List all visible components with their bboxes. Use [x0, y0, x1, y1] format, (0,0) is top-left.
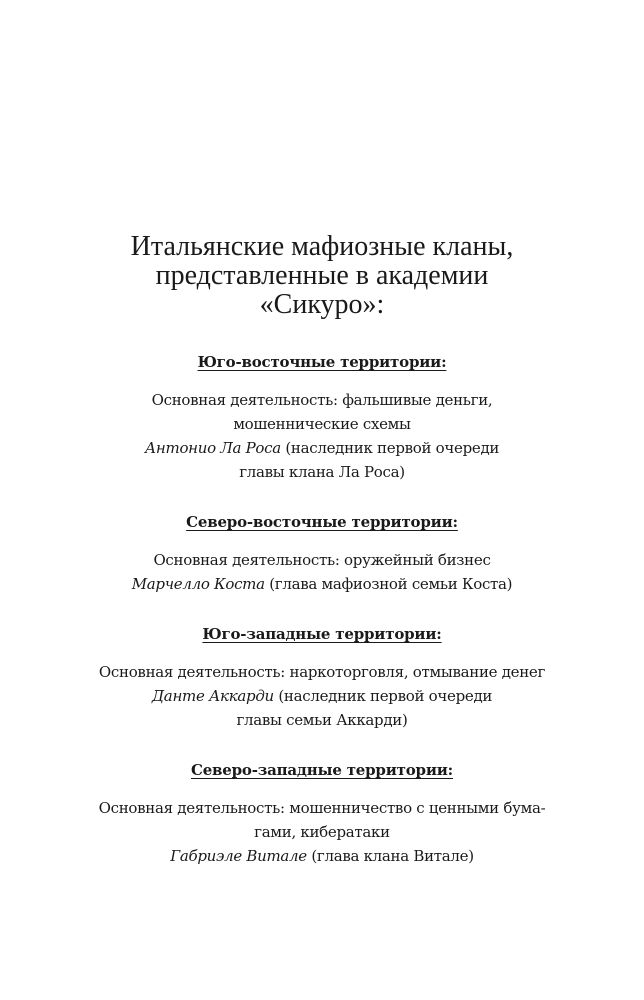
- section-heading: Юго-западные территории:: [202, 625, 442, 643]
- section-south-west: [0, 624, 644, 732]
- person-line: [0, 684, 644, 708]
- title-line: представленные в академии: [155, 260, 489, 291]
- section-heading: Северо-восточные территории:: [186, 513, 458, 531]
- person-note: (глава клана Витале): [311, 847, 474, 865]
- section-body: [0, 548, 644, 596]
- person-line: [0, 572, 644, 596]
- person-name: Габриэле Витале: [170, 847, 307, 865]
- person-note-line: главы клана Ла Роса): [239, 463, 405, 481]
- person-line: [0, 844, 644, 868]
- activity-line: Основная деятельность: мошенничество с ценными бума-: [98, 799, 546, 817]
- section-north-west: [0, 760, 644, 868]
- title-line: Итальянские мафиозные кланы,: [130, 231, 514, 262]
- person-name: Данте Аккарди: [151, 687, 274, 705]
- section-heading: Северо-западные территории:: [190, 761, 454, 779]
- activity-line: Основная деятельность: оружейный бизнес: [153, 551, 491, 569]
- activity-line: мошеннические схемы: [233, 415, 411, 433]
- activity-line: Основная деятельность: фальшивые деньги,: [151, 391, 493, 409]
- section-north-east: [0, 512, 644, 596]
- section-heading: Юго-восточные территории:: [197, 353, 447, 371]
- section-south-east: [0, 352, 644, 484]
- person-name: Марчелло Коста: [131, 575, 265, 593]
- section-body: [0, 388, 644, 484]
- page-title: [0, 232, 644, 319]
- person-note: (наследник первой очереди: [285, 439, 500, 457]
- person-name: Антонио Ла Роса: [144, 439, 281, 457]
- person-note: (наследник первой очереди: [278, 687, 493, 705]
- activity-line: Основная деятельность: наркоторговля, отмывание денег: [98, 663, 546, 681]
- title-line: «Сикуро»:: [259, 289, 385, 320]
- person-line: [0, 436, 644, 460]
- person-note-line: главы семьи Аккарди): [236, 711, 408, 729]
- person-note: (глава мафиозной семьи Коста): [269, 575, 513, 593]
- section-body: [0, 660, 644, 732]
- activity-line: гами, кибератаки: [254, 823, 390, 841]
- section-body: [0, 796, 644, 868]
